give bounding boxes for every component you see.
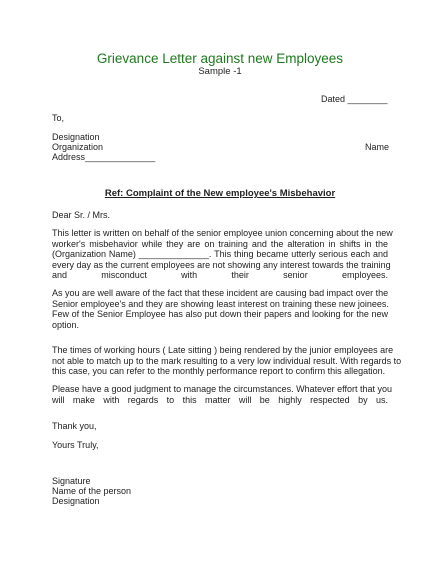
body-paragraph-1 xyxy=(52,228,393,281)
signature-label: Signature xyxy=(52,476,91,486)
body-paragraph-4 xyxy=(52,384,393,405)
paragraph-line: Please have a good judgment to manage the circumstances. Whatever effort that you xyxy=(52,384,393,394)
letter-subtitle: Sample -1 xyxy=(198,66,242,77)
sender-name: Name of the person xyxy=(52,486,132,496)
recipient-name: Name xyxy=(365,142,390,152)
to-label: To, xyxy=(52,113,65,123)
body-paragraph-2 xyxy=(52,288,388,330)
paragraph-line: every day as the current employees are not showing any interest towards the training xyxy=(52,259,391,270)
dated-field: Dated ________ xyxy=(321,94,388,104)
recipient-address: Address______________ xyxy=(52,152,156,162)
letter-title: Grievance Letter against new Employees xyxy=(96,51,344,66)
paragraph-line: Senior employee's and they are showing least interest on training these new joinees. xyxy=(52,298,389,309)
paragraph-line: this case, you can refer to the monthly performance report to confirm this allegation. xyxy=(52,366,386,376)
paragraph-line: Few of the Senior Employee has also put down their papers and looking for the new xyxy=(52,309,388,319)
paragraph-line: not able to match up to the mark resulting to a very low individual result. With regards to xyxy=(52,355,402,366)
body-paragraph-3 xyxy=(52,345,402,377)
recipient-designation: Designation xyxy=(52,132,100,142)
paragraph-line: worker's misbehavior while they are on training and the alteration in shifts in the xyxy=(52,238,388,249)
sender-designation: Designation xyxy=(52,496,100,506)
closing-thanks: Thank you, xyxy=(52,421,97,431)
paragraph-line: The times of working hours ( Late sitting ) being rendered by the junior employees are xyxy=(52,345,394,355)
paragraph-line: This letter is written on behalf of the senior employee union concerning about the new xyxy=(52,228,393,238)
paragraph-line: (Organization Name) ______________. This thing became utterly serious each and xyxy=(52,249,388,259)
paragraph-line: will make with regards to this matter will be highly respected by us. xyxy=(52,394,388,405)
recipient-organization: Organization xyxy=(52,142,104,152)
reference-line: Ref: Complaint of the New employee's Misbehavior xyxy=(104,188,336,199)
paragraph-line: option. xyxy=(52,319,80,330)
paragraph-line: As you are well aware of the fact that these incident are causing bad impact over the xyxy=(52,288,389,298)
closing-yours: Yours Truly, xyxy=(52,440,99,450)
paragraph-line: and misconduct with their senior employees. xyxy=(52,270,388,280)
salutation: Dear Sr. / Mrs. xyxy=(52,210,111,220)
